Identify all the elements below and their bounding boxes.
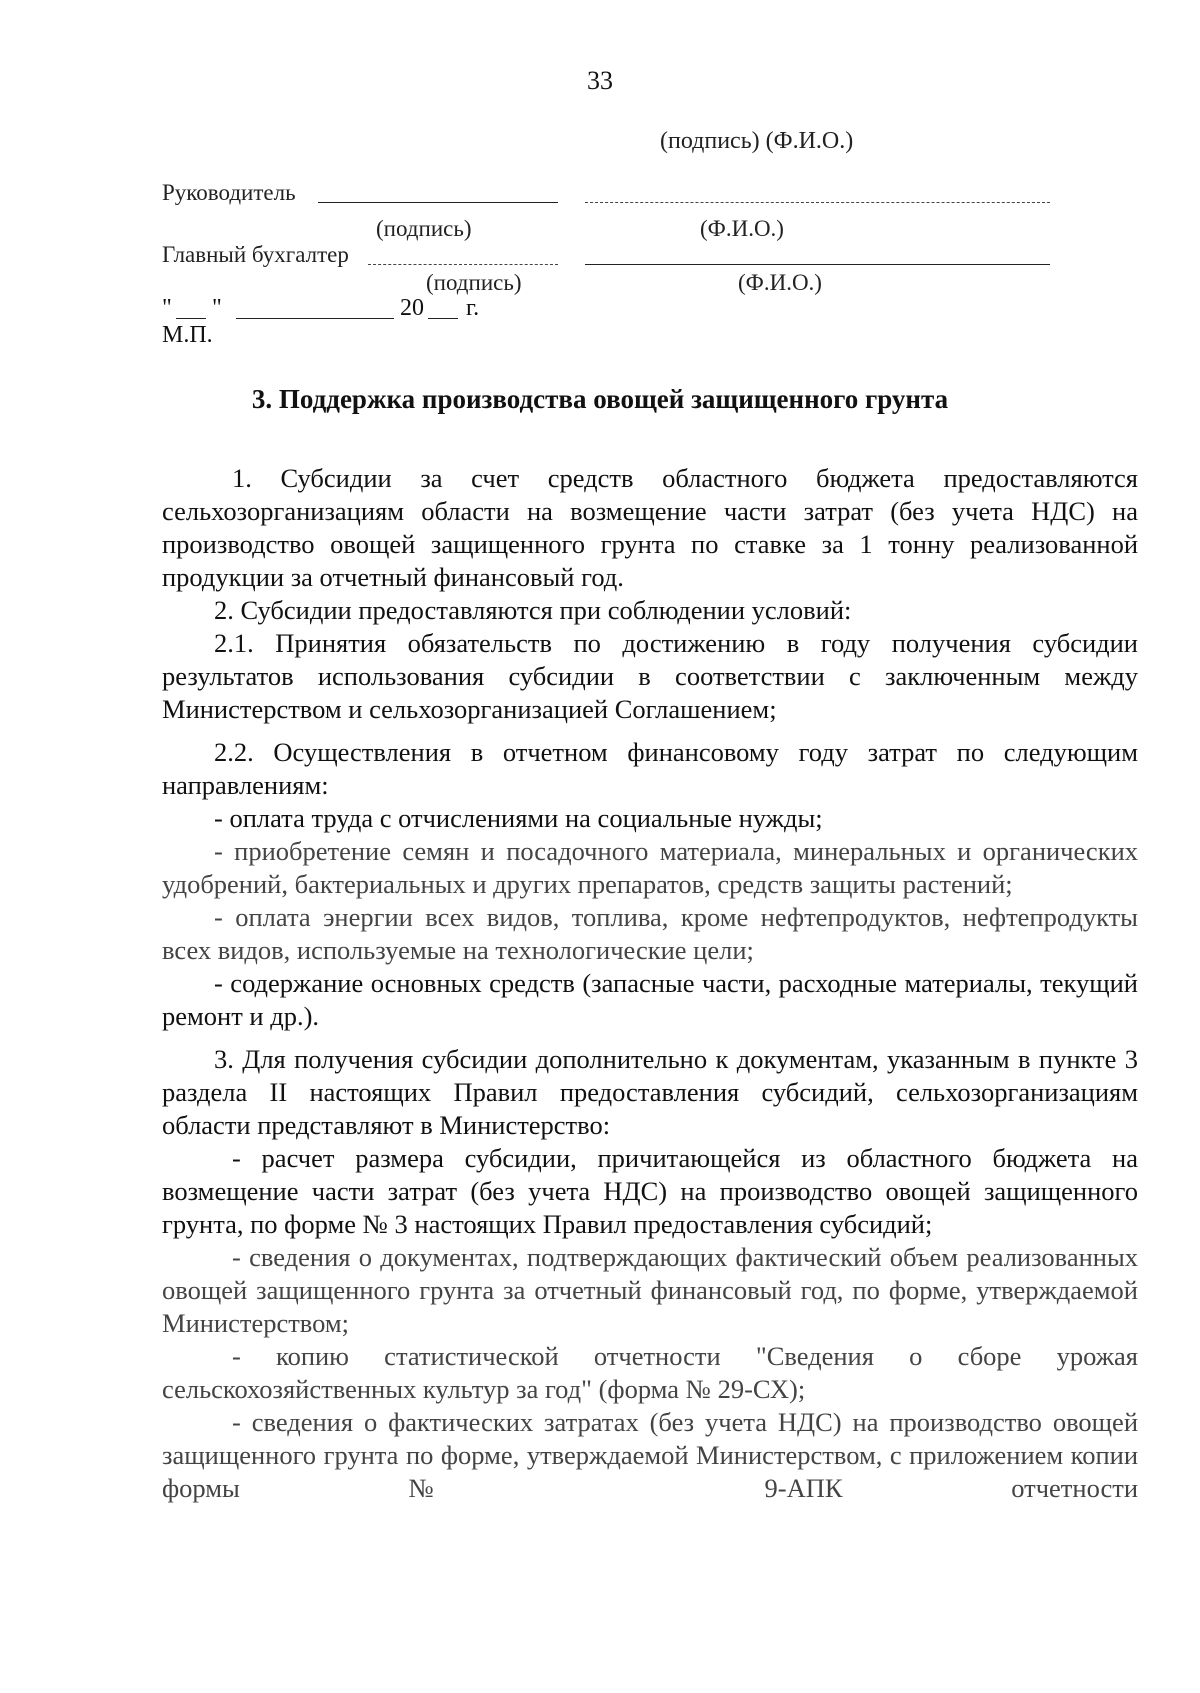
- paragraph-2-1: 2.1. Принятия обязательств по достижению в году получения субсидии результатов использования субсидии в соответствии с заключенным между Министерством и сельхозорганизацией Соглашением;: [162, 628, 1138, 724]
- date-month-line: [236, 318, 394, 319]
- list-item-seeds: - приобретение семян и посадочного материала, минеральных и органических удобрений, бактериальных и других препаратов, средств защиты растений;: [162, 836, 1138, 899]
- list-item-energy: - оплата энергии всех видов, топлива, кроме нефтепродуктов, нефтепродукты всех видов, используемые на технологические цели;: [162, 902, 1138, 965]
- director-signature-caption: (подпись): [376, 216, 472, 241]
- director-name-caption: (Ф.И.О.): [700, 216, 784, 241]
- section-title: 3. Поддержка производства овощей защищенного грунта: [251, 384, 949, 414]
- accountant-label: Главный бухгалтер: [162, 242, 349, 267]
- accountant-name-caption: (Ф.И.О.): [738, 270, 822, 295]
- accountant-signature-caption: (подпись): [426, 270, 522, 295]
- paragraph-1: 1. Субсидии за счет средств областного бюджета предоставляются сельхозорганизациям области на возмещение части затрат (без учета НДС) на производство овощей защищенного грунта по ставке за 1 тонну реализованной продукции за отчетный финансовый год.: [162, 463, 1138, 592]
- date-quote-open: ": [162, 295, 172, 321]
- section-body: [162, 462, 1138, 1505]
- list-item-costs: - сведения о фактических затратах (без учета НДС) на производство овощей защищенного грунта по форме, утверждаемой Министерством, с приложением копии формы № 9-АПК отчетности: [162, 1407, 1138, 1503]
- date-quote-close: ": [212, 295, 222, 321]
- list-item-statistics: - копию статистической отчетности "Сведения о сборе урожая сельскохозяйственных культур за год" (форма № 29-СХ);: [162, 1341, 1138, 1404]
- date-year-prefix: 20: [400, 295, 424, 321]
- director-signature-line: [318, 202, 558, 203]
- date-day-line: [176, 318, 206, 319]
- accountant-name-line: [585, 264, 1050, 265]
- accountant-signature-line: [368, 264, 558, 265]
- date-year-line: [428, 318, 458, 319]
- list-item-maintenance: - содержание основных средств (запасные части, расходные материалы, текущий ремонт и др.).: [162, 968, 1138, 1031]
- paragraph-3: 3. Для получения субсидии дополнительно к документам, указанным в пункте 3 раздела II настоящих Правил предоставления субсидий, сельхозорганизациям области представляют в Министерство:: [162, 1044, 1138, 1140]
- paragraph-2: 2. Субсидии предоставляются при соблюдении условий:: [214, 595, 852, 625]
- director-name-line: [585, 202, 1050, 203]
- director-label: Руководитель: [162, 180, 296, 205]
- stamp-label: М.П.: [162, 322, 213, 348]
- page-number: 33: [587, 66, 613, 95]
- list-item-documents: - сведения о документах, подтверждающих фактический объем реализованных овощей защищенного грунта за отчетный финансовый год, по форме, утверждаемой Министерством;: [162, 1242, 1138, 1338]
- date-year-suffix: г.: [466, 295, 480, 321]
- list-item-labor: - оплата труда с отчислениями на социальные нужды;: [214, 803, 823, 833]
- top-signature-caption: (подпись) (Ф.И.О.): [660, 128, 854, 154]
- paragraph-2-2: 2.2. Осуществления в отчетном финансовому году затрат по следующим направлениям:: [162, 737, 1138, 800]
- list-item-calculation: - расчет размера субсидии, причитающейся из областного бюджета на возмещение части затрат (без учета НДС) на производство овощей защищенного грунта, по форме № 3 настоящих Правил предоставления субсидий;: [162, 1143, 1138, 1239]
